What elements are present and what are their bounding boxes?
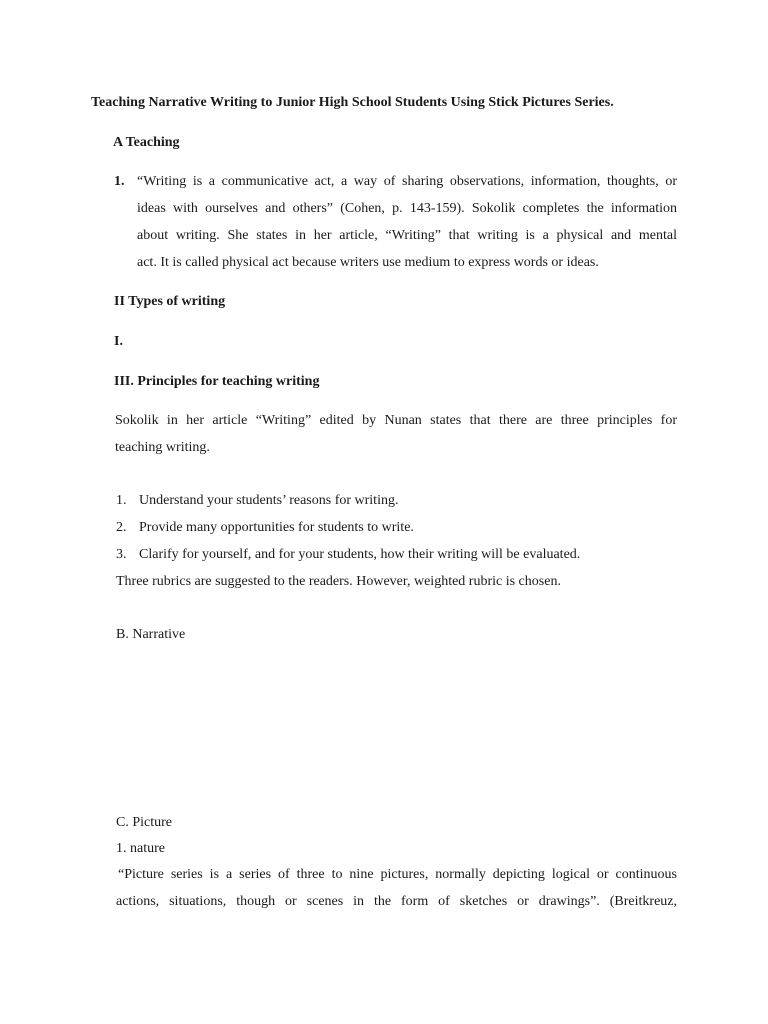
section-a-paragraph-line-4: act. It is called physical act because writers use medium to express words or ideas.: [137, 255, 599, 270]
section-iii-intro-line-2: teaching writing.: [115, 440, 210, 455]
section-c-quote-line-1: “Picture series is a series of three to nine pictures, normally depicting logical or continuous: [118, 867, 677, 882]
section-c-subheading: 1. nature: [116, 841, 165, 856]
section-iii-heading: III. Principles for teaching writing: [114, 374, 320, 389]
section-a-item-number: 1.: [114, 174, 125, 189]
principle-1-text: Understand your students’ reasons for writing.: [139, 493, 399, 508]
rubric-note: Three rubrics are suggested to the readers. However, weighted rubric is chosen.: [116, 574, 561, 589]
principle-1-number: 1.: [116, 493, 127, 508]
section-b-heading: B. Narrative: [116, 627, 186, 642]
section-a-paragraph-line-3: about writing. She states in her article, “Writing” that writing is a physical and mental: [137, 228, 677, 243]
principle-2-number: 2.: [116, 520, 127, 535]
section-ii-item: I.: [114, 334, 123, 349]
section-a-paragraph-line-1: “Writing is a communicative act, a way of sharing observations, information, thoughts, or: [137, 174, 677, 189]
section-iii-intro-line-1: Sokolik in her article “Writing” edited by Nunan states that there are three principles for: [115, 413, 677, 428]
section-a-paragraph-line-2: ideas with ourselves and others” (Cohen, p. 143-159). Sokolik completes the information: [137, 201, 677, 216]
principle-3-number: 3.: [116, 547, 127, 562]
document-title: Teaching Narrative Writing to Junior High School Students Using Stick Pictures Series.: [91, 95, 614, 110]
section-c-quote-line-2: actions, situations, though or scenes in the form of sketches or drawings”. (Breitkreuz,: [116, 894, 677, 909]
section-c-heading: C. Picture: [116, 815, 172, 830]
section-ii-heading: II Types of writing: [114, 294, 226, 309]
principle-2-text: Provide many opportunities for students to write.: [139, 520, 414, 535]
principle-3-text: Clarify for yourself, and for your students, how their writing will be evaluated.: [139, 547, 581, 562]
section-a-heading: A Teaching: [113, 135, 180, 150]
